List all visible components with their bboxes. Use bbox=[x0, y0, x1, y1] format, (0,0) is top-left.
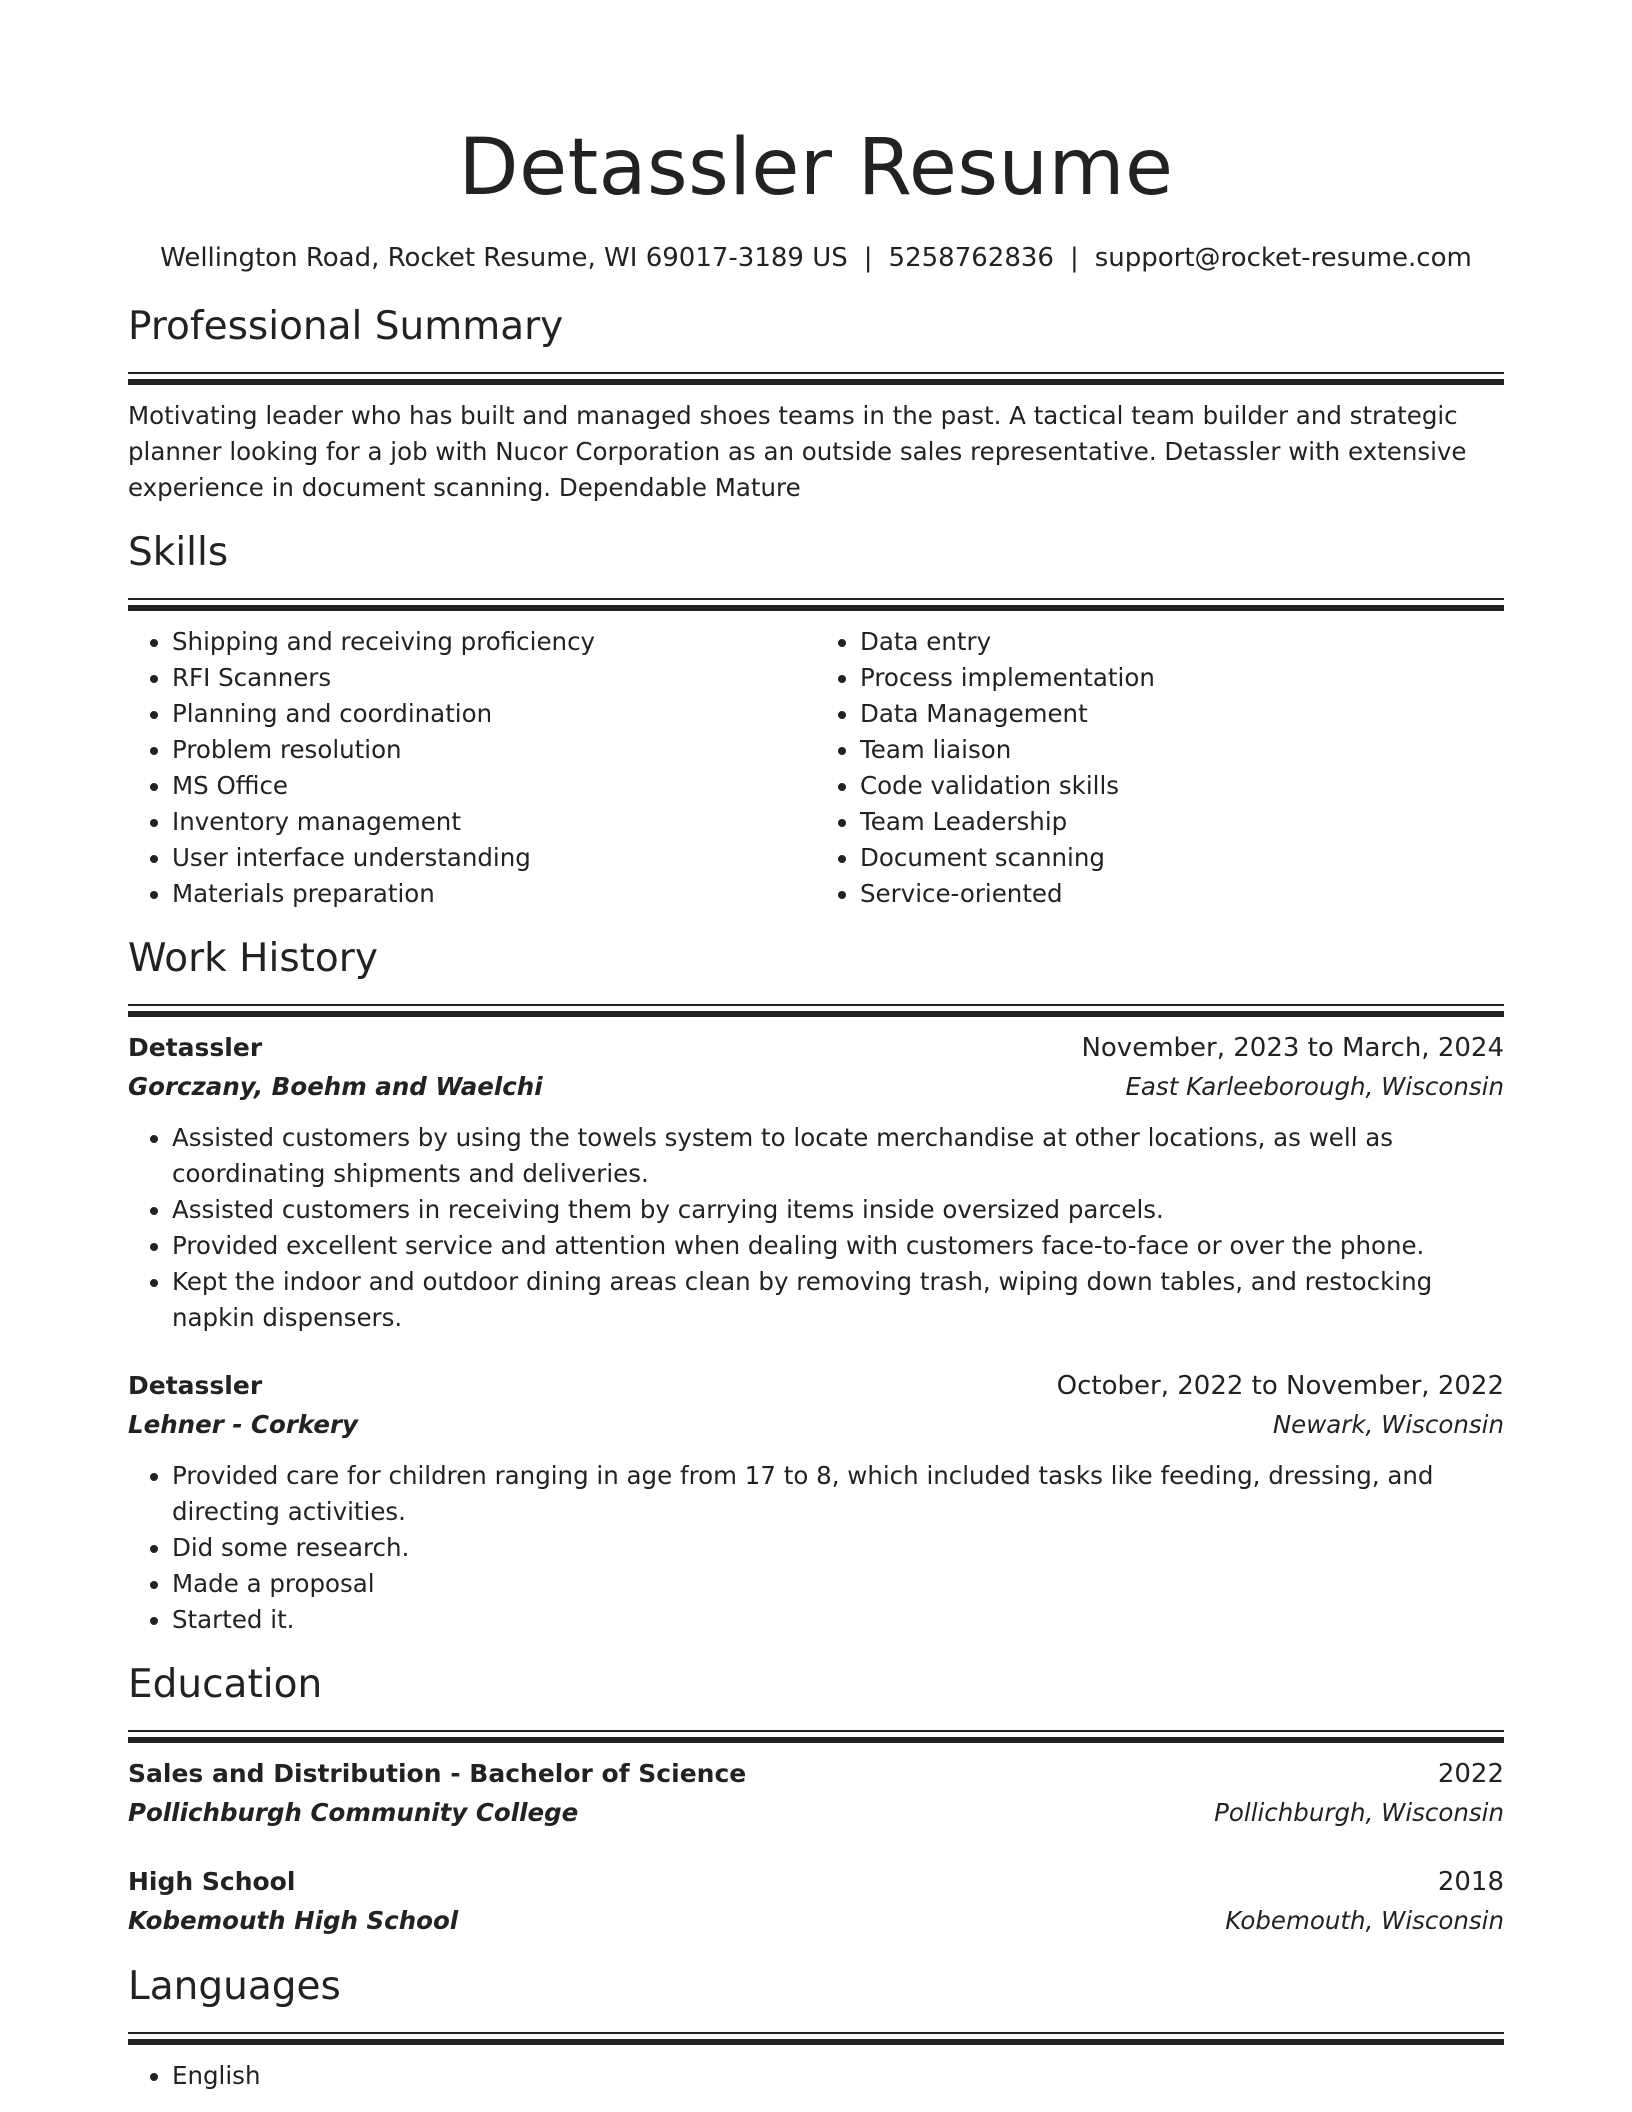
job-bullets bbox=[128, 1458, 1504, 1638]
languages-section bbox=[128, 1962, 1504, 2094]
skills-grid bbox=[128, 624, 1504, 912]
contact-phone: 5258762836 bbox=[888, 243, 1054, 273]
job-location: East Karleeborough, Wisconsin bbox=[1125, 1072, 1504, 1101]
language-item: • English bbox=[172, 2058, 1504, 2094]
contact-separator: | bbox=[863, 243, 873, 273]
education-degree: Sales and Distribution - Bachelor of Science bbox=[128, 1759, 747, 1788]
skill-item: • Process implementation bbox=[860, 660, 1504, 696]
skill-item: • User interface understanding bbox=[172, 840, 816, 876]
job-bullet: • Started it. bbox=[172, 1602, 1504, 1638]
skill-item: • MS Office bbox=[172, 768, 816, 804]
job-bullet: • Provided excellent service and attention when dealing with customers face-to-face or over the phone. bbox=[172, 1228, 1504, 1264]
job-subheader bbox=[128, 1406, 1504, 1444]
skill-item: • Service-oriented bbox=[860, 876, 1504, 912]
section-divider bbox=[128, 372, 1504, 384]
work-section bbox=[128, 934, 1504, 1638]
job-header bbox=[128, 1028, 1504, 1068]
education-section bbox=[128, 1660, 1504, 1940]
job-entry bbox=[128, 1366, 1504, 1638]
section-divider bbox=[128, 1730, 1504, 1742]
summary-text: Motivating leader who has built and managed shoes teams in the past. A tactical team builder and strategic planner looking for a job with Nucor Corporation as an outside sales representative. Detassler with extensive experience in document scanning. Dependable Mature bbox=[128, 401, 1467, 502]
skill-item: • Shipping and receiving proficiency bbox=[172, 624, 816, 660]
education-heading: Education bbox=[128, 1662, 323, 1707]
education-subheader bbox=[128, 1902, 1504, 1940]
job-dates: November, 2023 to March, 2024 bbox=[1081, 1033, 1504, 1063]
education-location: Kobemouth, Wisconsin bbox=[1225, 1906, 1504, 1935]
summary-section bbox=[128, 302, 1504, 506]
job-dates: October, 2022 to November, 2022 bbox=[1056, 1371, 1504, 1401]
education-school: Kobemouth High School bbox=[128, 1906, 459, 1935]
contact-email: support@rocket-resume.com bbox=[1094, 243, 1472, 273]
education-entry bbox=[128, 1754, 1504, 1832]
languages-heading: Languages bbox=[128, 1964, 341, 2009]
skills-section bbox=[128, 528, 1504, 912]
skill-item: • Document scanning bbox=[860, 840, 1504, 876]
section-divider bbox=[128, 598, 1504, 610]
education-year: 2018 bbox=[1437, 1867, 1504, 1897]
job-bullet: • Kept the indoor and outdoor dining areas clean by removing trash, wiping down tables, and restocking napkin dispensers. bbox=[172, 1264, 1504, 1336]
job-company: Lehner - Corkery bbox=[128, 1410, 359, 1439]
job-bullets bbox=[128, 1120, 1504, 1336]
education-subheader bbox=[128, 1794, 1504, 1832]
skill-item: • Inventory management bbox=[172, 804, 816, 840]
job-subheader bbox=[128, 1068, 1504, 1106]
job-bullet: • Assisted customers in receiving them by carrying items inside oversized parcels. bbox=[172, 1192, 1504, 1228]
contact-line bbox=[128, 240, 1504, 276]
job-title: Detassler bbox=[128, 1371, 263, 1400]
skill-item: • Materials preparation bbox=[172, 876, 816, 912]
job-entry bbox=[128, 1028, 1504, 1336]
skills-list-left bbox=[128, 624, 816, 912]
job-bullet: • Provided care for children ranging in age from 17 to 8, which included tasks like feeding, dressing, and directing activities. bbox=[172, 1458, 1504, 1530]
summary-heading: Professional Summary bbox=[128, 304, 564, 349]
languages-list bbox=[128, 2058, 1504, 2094]
skill-item: • Team liaison bbox=[860, 732, 1504, 768]
skill-item: • Problem resolution bbox=[172, 732, 816, 768]
education-degree: High School bbox=[128, 1867, 296, 1896]
education-location: Pollichburgh, Wisconsin bbox=[1214, 1798, 1504, 1827]
education-year: 2022 bbox=[1437, 1759, 1504, 1789]
skill-item: • Data Management bbox=[860, 696, 1504, 732]
skills-list-right bbox=[816, 624, 1504, 912]
job-header bbox=[128, 1366, 1504, 1406]
skills-heading: Skills bbox=[128, 530, 229, 575]
education-school: Pollichburgh Community College bbox=[128, 1798, 579, 1827]
section-divider bbox=[128, 2032, 1504, 2044]
skill-item: • Data entry bbox=[860, 624, 1504, 660]
work-heading: Work History bbox=[128, 936, 378, 981]
contact-address: Wellington Road, Rocket Resume, WI 69017-3189 US bbox=[160, 243, 848, 273]
skill-item: • RFI Scanners bbox=[172, 660, 816, 696]
skill-item: • Planning and coordination bbox=[172, 696, 816, 732]
job-title: Detassler bbox=[128, 1033, 263, 1062]
job-bullet: • Did some research. bbox=[172, 1530, 1504, 1566]
section-divider bbox=[128, 1004, 1504, 1016]
job-bullet: • Made a proposal bbox=[172, 1566, 1504, 1602]
education-header bbox=[128, 1754, 1504, 1794]
resume-title: Detassler Resume bbox=[458, 123, 1174, 213]
skill-item: • Code validation skills bbox=[860, 768, 1504, 804]
contact-separator: | bbox=[1069, 243, 1079, 273]
job-location: Newark, Wisconsin bbox=[1272, 1410, 1504, 1439]
job-company: Gorczany, Boehm and Waelchi bbox=[128, 1072, 543, 1101]
education-header bbox=[128, 1862, 1504, 1902]
skill-item: • Team Leadership bbox=[860, 804, 1504, 840]
job-bullet: • Assisted customers by using the towels system to locate merchandise at other locations, as well as coordinating shipments and deliveries. bbox=[172, 1120, 1504, 1192]
education-entry bbox=[128, 1862, 1504, 1940]
